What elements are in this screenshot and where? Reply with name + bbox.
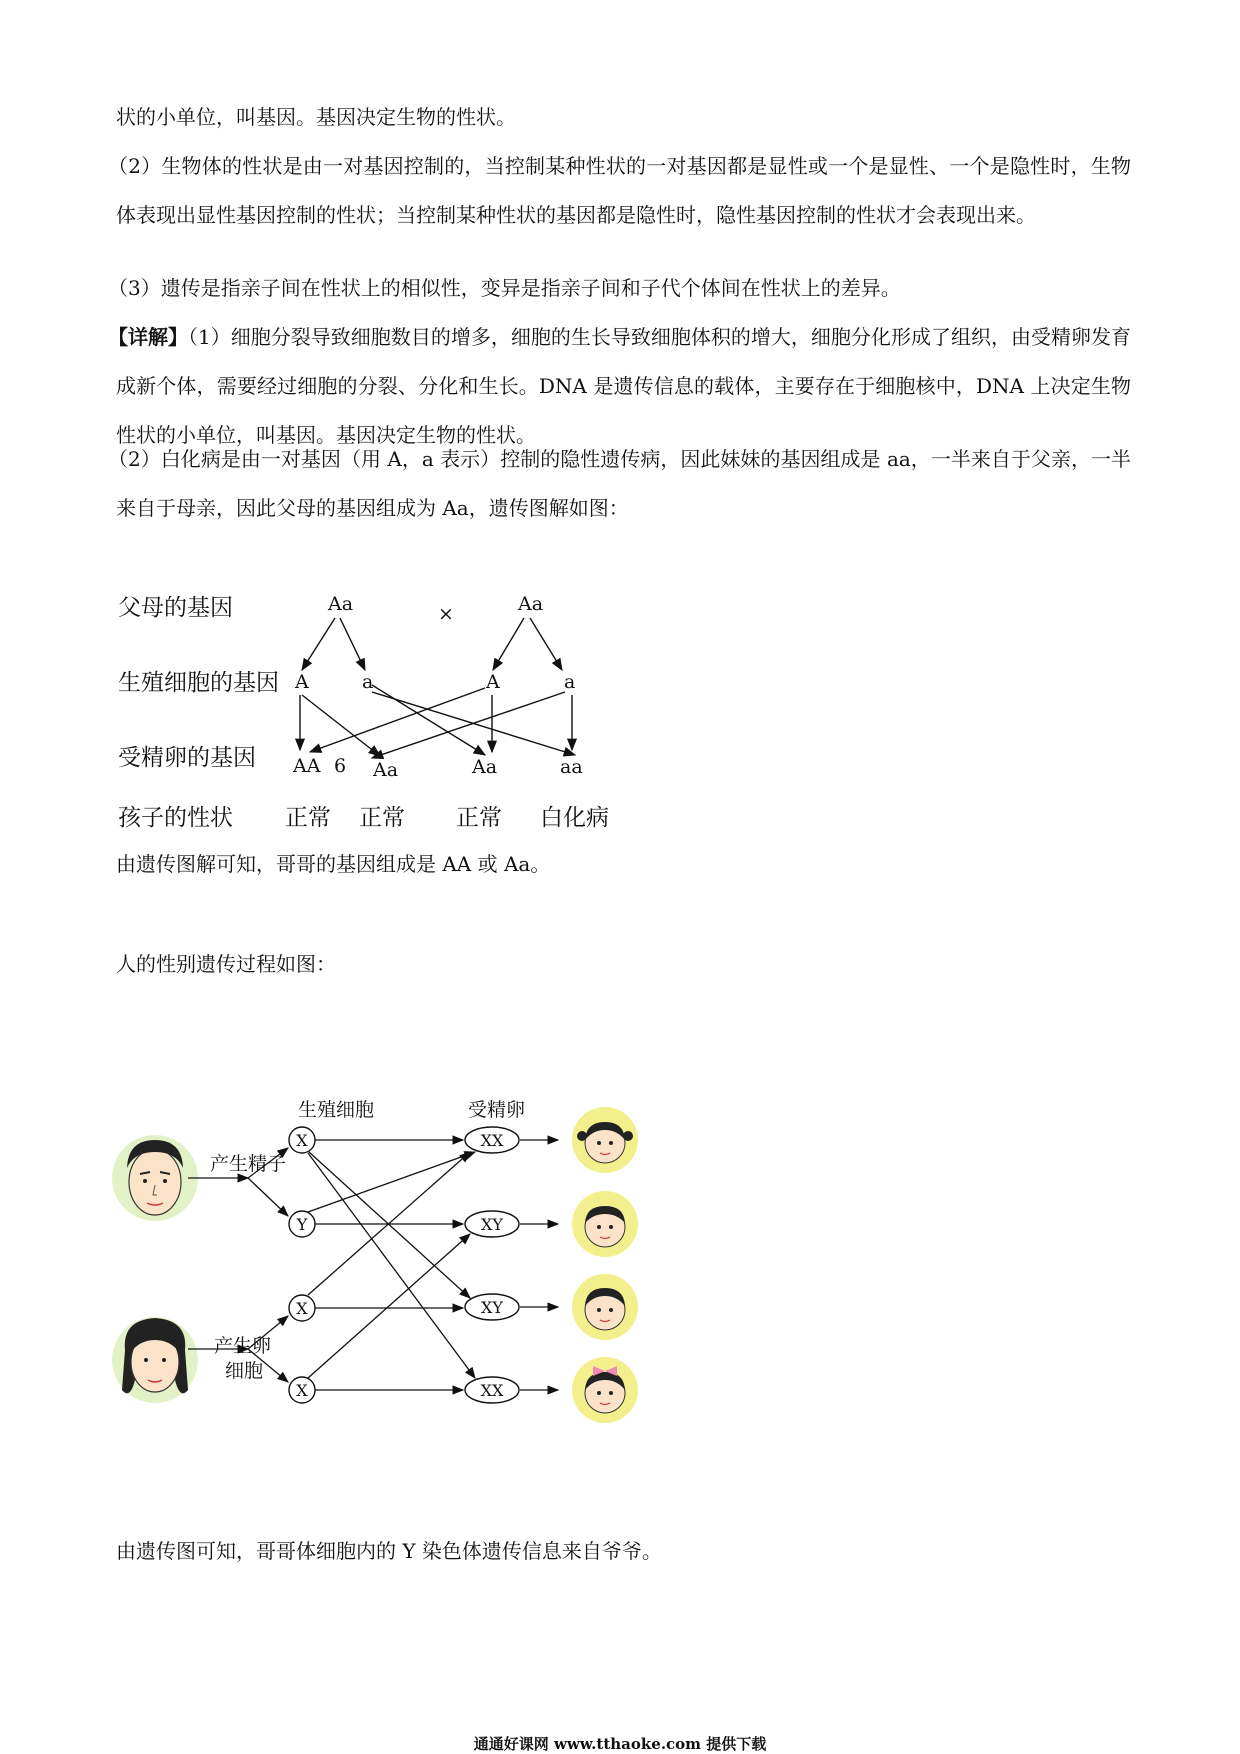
father-face-icon <box>112 1135 198 1221</box>
zygote-label-xy: XY <box>481 1298 503 1317</box>
arrow-parent-to-gamete <box>302 618 335 670</box>
gamete-A-right: A <box>486 671 500 693</box>
father-label: 产生精子 <box>210 1153 287 1175</box>
arrow-parent-to-gamete <box>493 618 524 670</box>
arrow-gamete-to-zygote <box>310 688 485 752</box>
gamete-a-left: a <box>362 671 374 693</box>
arrow-gamete-to-zygote <box>372 692 565 758</box>
paragraph-4: （2）白化病是由一对基因（用 A，a 表示）控制的隐性遗传病，因此妹妹的基因组成是 aa，一半来自于父亲，一半来自于母亲，因此父母的基因组成为 Aa，遗传图解如图： <box>108 447 1131 520</box>
boy-face-icon <box>572 1191 638 1257</box>
row-label-parents: 父母的基因 <box>118 595 233 621</box>
paragraph-5: 由遗传图解可知，哥哥的基因组成是 AA 或 Aa。 <box>116 852 551 876</box>
col-label-gametes: 生殖细胞 <box>298 1099 375 1121</box>
arrow-gamete-to-zygote <box>308 1234 470 1378</box>
trait-normal-3: 正常 <box>456 805 502 831</box>
zygote-label-xx: XX <box>480 1131 504 1150</box>
gamete-label-x: X <box>296 1299 308 1318</box>
paragraph-3-body: （1）细胞分裂导致细胞数目的增多，细胞的生长导致细胞体积的增大，细胞分化形成了组织，由受精卵发育成新个体，需要经过细胞的分裂、分化和生长。DNA 是遗传信息的载体，主要存在于细胞核中，DNA 上决定生物性状的小单位，叫基因。基因决定生物的性状。 <box>116 325 1131 447</box>
gamete-label-x: X <box>296 1381 308 1400</box>
paragraph-2: （3）遗传是指亲子间在性状上的相似性，变异是指亲子间和子代个体间在性状上的差异。 <box>108 276 901 300</box>
paragraph-1: （2）生物体的性状是由一对基因控制的，当控制某种性状的一对基因都是显性或一个是显性、一个是隐性时，生物体表现出显性基因控制的性状；当控制某种性状的基因都是隐性时，隐性基因控制的性状才会表现出来。 <box>108 154 1131 227</box>
gamete-label-x: X <box>296 1131 308 1150</box>
row-label-traits: 孩子的性状 <box>118 805 233 831</box>
albinism-inheritance-diagram <box>110 580 670 850</box>
girl-face-icon <box>572 1357 638 1423</box>
trait-albinism: 白化病 <box>540 805 609 831</box>
detail-tag: 【详解】 <box>108 325 189 349</box>
zygote-label-xy: XY <box>481 1215 503 1234</box>
arrow-gamete-to-zygote <box>372 685 485 755</box>
zygote-Aa-2: Aa <box>472 756 498 778</box>
mother-label-2: 细胞 <box>225 1360 264 1382</box>
zygote-aa: aa <box>560 756 583 778</box>
arrow-gamete-to-zygote <box>302 695 380 756</box>
page-footer: 通通好课网 www.tthaoke.com 提供下载 <box>473 1735 767 1753</box>
row-label-gametes: 生殖细胞的基因 <box>118 670 279 696</box>
arrow-gamete-to-zygote <box>308 1153 475 1378</box>
zygote-label-xx: XX <box>480 1381 504 1400</box>
paragraph-6: 人的性别遗传过程如图： <box>116 952 336 976</box>
row-label-zygotes: 受精卵的基因 <box>118 745 256 771</box>
gamete-label-y: Y <box>296 1215 308 1234</box>
paragraph-0: 状的小单位，叫基因。基因决定生物的性状。 <box>116 105 516 129</box>
gamete-a-right: a <box>564 671 576 693</box>
sex-inheritance-diagram <box>110 1090 670 1480</box>
zygote-stray-mark: 6 <box>334 755 347 777</box>
zygote-AA: AA <box>293 755 321 777</box>
gamete-A-left: A <box>295 671 309 693</box>
trait-normal-1: 正常 <box>285 805 331 831</box>
cross-symbol: × <box>438 603 454 625</box>
parent-right-genotype: Aa <box>518 593 544 615</box>
paragraph-7: 由遗传图可知，哥哥体细胞内的 Y 染色体遗传信息来自爷爷。 <box>116 1539 662 1563</box>
trait-normal-2: 正常 <box>359 805 405 831</box>
zygote-Aa-1: Aa <box>373 759 399 781</box>
arrow-parent-to-gamete <box>530 618 562 670</box>
mother-label-1: 产生卵 <box>214 1335 272 1357</box>
col-label-zygotes: 受精卵 <box>468 1099 526 1121</box>
arrow-gamete-to-zygote <box>308 1152 475 1212</box>
arrow-father-to-sperm <box>248 1178 288 1216</box>
boy-face-icon <box>572 1274 638 1340</box>
girl-face-icon <box>572 1107 638 1173</box>
arrow-parent-to-gamete <box>340 618 365 670</box>
mother-face-icon <box>112 1317 198 1403</box>
parent-left-genotype: Aa <box>328 593 354 615</box>
